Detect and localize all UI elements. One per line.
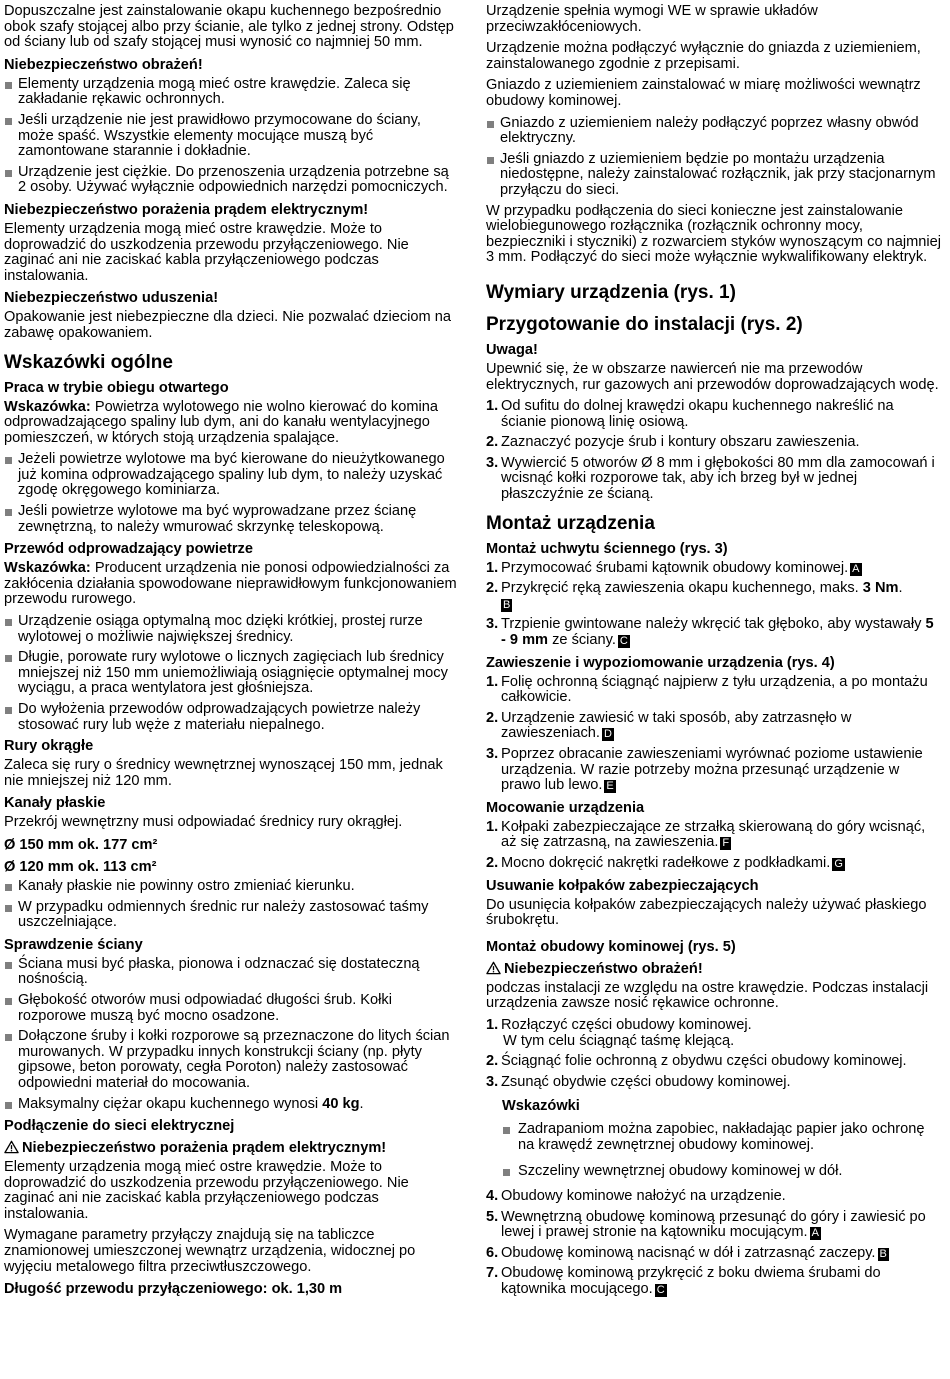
fixing-steps (486, 820, 942, 872)
duct-list (4, 614, 460, 733)
disconnector-paragraph: W przypadku podłączenia do sieci konieczne jest zainstalowanie wielobiegunowego rozłącznika (rozłącznik ochronny mocy, bezpieczniki i styczniki) z rozwarciem styków wynoszącym co najmniej 3 mm. Podłączyć do sieci może wyłącznie wykwalifikowany elektryk. (486, 202, 941, 266)
injury-heading: Niebezpieczeństwo obrażeń! (4, 56, 203, 73)
socket-paragraph-1: Urządzenie można podłączyć wyłącznie do gniazda z uziemieniem, zainstalowanego zgodnie z przepisami. (486, 40, 921, 72)
list-item: Gniazdo z uziemieniem należy podłączyć poprzez własny obwód elektryczny. (486, 116, 942, 147)
list-item: 2. Ściągnąć folie ochronną z obydwu części obudowy kominowej. (486, 1053, 907, 1070)
chimney-steps (486, 1018, 942, 1090)
list-item: 7. Obudowę kominową przykręcić z boku dwiema śrubami do kątownika mocującego. C (486, 1265, 881, 1298)
figure-label-badge: A (811, 1227, 819, 1240)
figure-label-badge: C (619, 635, 628, 648)
chimney-paragraph: podczas instalacji ze względu na ostre krawędzie. Podczas instalacji urządzenia zawsze nosić rękawice ochronne. (486, 979, 929, 1012)
attention-heading: Uwaga! (486, 341, 538, 358)
list-item: Do wyłożenia przewodów odprowadzających powietrze należy stosować rury lub węże z materiału niepalnego. (4, 702, 460, 733)
electrical-warning-heading: Niebezpieczeństwo porażenia prądem elektrycznym! (4, 1140, 460, 1156)
open-mode-list (4, 452, 460, 535)
list-item: 2. Mocno dokręcić nakrętki radełkowe z podkładkami. G (486, 854, 843, 871)
list-item: Głębokość otworów musi odpowiadać długości śrub. Kołki rozporowe muszą być mocno osadzone. (4, 993, 460, 1024)
injury-list (4, 77, 460, 196)
flat-ducts-list (4, 879, 460, 931)
bullet-square-icon (487, 121, 494, 128)
suffocation-paragraph: Opakowanie jest niebezpieczne dla dzieci. Nie pozwalać dzieciom na zabawę opakowaniem. (4, 309, 451, 341)
note-label: Wskazówka: (4, 398, 91, 415)
figure-label-badge: G (834, 857, 843, 870)
caps-heading: Usuwanie kołpaków zabezpieczających (486, 877, 759, 894)
right-column (486, 4, 942, 1304)
caps-paragraph: Do usunięcia kołpaków zabezpieczających należy używać płaskiego śrubokrętu. (486, 896, 927, 929)
list-item: Dołączone śruby i kołki rozporowe są przeznaczone do litych ścian murowanych. W przypadku innych konstrukcji ściany (np. płyty gipsowe, beton porowaty, cegła Poroton) należy zastosować odpowiedni materiał do mocowania. (4, 1029, 460, 1091)
bullet-square-icon (5, 509, 12, 516)
list-item: Jeżeli powietrze wylotowe ma być kierowane do nieużytkowanego już komina odprowadzającego spaliny lub dym, to należy uzyskać zgodę okręgowego kominiarza. (4, 452, 460, 499)
duct-heading: Przewód odprowadzający powietrze (4, 541, 253, 558)
note-label: Wskazówka: (4, 560, 91, 577)
notes-list (502, 1122, 942, 1179)
bullet-square-icon (487, 157, 494, 164)
figure-label-badge: B (503, 598, 511, 611)
bullet-square-icon (5, 82, 12, 89)
list-item: 1. Folię ochronną ściągnąć najpierw z tyłu urządzenia, a po montażu całkowicie. (486, 673, 928, 706)
list-item: 2. Urządzenie zawiesić w taki sposób, aby zatrzasnęło w zawieszeniach. D (486, 709, 852, 742)
open-mode-paragraph: Wskazówka: Powietrza wylotowego nie wolno kierować do komina odprowadzającego spaliny lub dym, ani do kanału wentylacyjnego pomieszczeń, w których stoją urządzenia spalające. (4, 398, 438, 446)
list-item: Urządzenie osiąga optymalną moc dzięki krótkiej, prostej rurze wylotowej o możliwie największej średnicy. (4, 614, 460, 645)
cable-length: Długość przewodu przyłączeniowego: ok. 1,30 m (4, 1281, 343, 1298)
list-item: 2. Przykręcić ręką zawieszenia okapu kuchennego, maks. 3 Nm. B (486, 580, 903, 611)
intro-paragraph: Dopuszczalne jest zainstalowanie okapu kuchennego bezpośrednio obok szafy stojącej albo przy ścianie, ale tylko z jednej strony. Odstęp od ściany lub od szafy stojącej musi wynosić co najmniej 50 mm. (4, 3, 454, 51)
list-item: 1. Od sufitu do dolnej krawędzi okapu kuchennego nakreślić na ścianie pionową linię osiową. (486, 398, 894, 430)
fixing-heading: Mocowanie urządzenia (486, 799, 645, 816)
list-item: Kanały płaskie nie powinny ostro zmieniać kierunku. (4, 879, 460, 895)
list-item: Elementy urządzenia mogą mieć ostre krawędzie. Zaleca się zakładanie rękawic ochronnych. (4, 77, 460, 108)
bullet-square-icon (5, 655, 12, 662)
preparation-steps (486, 399, 942, 503)
bullet-square-icon (5, 118, 12, 125)
round-pipes-paragraph: Zaleca się rury o średnicy wewnętrznej wynoszącej 150 mm, jednak nie mniejszej niż 120 mm. (4, 757, 443, 789)
preparation-heading: Przygotowanie do instalacji (rys. 2) (486, 313, 803, 335)
list-item: Długie, porowate rury wylotowe o licznych zagięciach lub średnicy mniejszej niż 150 mm uniemożliwiają osiągnięcie optymalnej mocy wyciągu, a praca wentylatora jest głośniejsza. (4, 650, 460, 697)
list-item: 1. Kołpaki zabezpieczające ze strzałką skierowaną do góry wcisnąć, aż się zatrzasną, na zawieszenia. F (486, 818, 926, 851)
list-item: 3. Wywiercić 5 otworów Ø 8 mm i głębokości 80 mm dla zamocowań i wcisnąć kołki rozporowe tak, aby ich brzeg był w jednej płaszczyźnie ze ścianą. (486, 454, 935, 503)
list-item: 1. Przymocować śrubami kątownik obudowy kominowej. A (486, 559, 860, 576)
list-item: Szczeliny wewnętrznej obudowy kominowej w dół. (502, 1164, 942, 1180)
bullet-square-icon (5, 457, 12, 464)
socket-list (486, 116, 942, 199)
bullet-square-icon (503, 1127, 510, 1134)
electrical-paragraph-2: Wymagane parametry przyłączy znajdują się na tabliczce znamionowej umieszczonej wewnątrz urządzenia, widocznej po wyjęciu metalowego filtra przeciwtłuszczowego. (4, 1227, 416, 1275)
list-item: 3. Poprzez obracanie zawieszeniami wyrównać poziome ustawienie urządzenia. W razie potrzeby można przesunąć urządzenie w prawo lub lewo. E (486, 746, 923, 794)
figure-label-badge: E (606, 780, 614, 793)
ec-paragraph: Urządzenie spełnia wymogi WE w sprawie układów przeciwzakłóceniowych. (486, 3, 818, 35)
figure-label-badge: D (603, 728, 612, 741)
electrical-paragraph-1: Elementy urządzenia mogą mieć ostre krawędzie. Może to doprowadzić do uszkodzenia przewodu przyłączeniowego. Nie zaginać ani nie zaciskać kabla przyłączeniowego podczas instalowania. (4, 1159, 409, 1222)
round-pipes-heading: Rury okrągłe (4, 738, 94, 755)
figure-label-badge: A (852, 562, 860, 575)
list-item: 3. Zsunąć obydwie części obudowy kominowej. (486, 1073, 791, 1090)
list-item: Jeśli gniazdo z uziemieniem będzie po montażu urządzenia niedostępne, należy zainstalować rozłącznik, jak przy stacjonarnym przyłączu do sieci. (486, 152, 942, 199)
list-item: 4. Obudowy kominowe nałożyć na urządzenie. (486, 1188, 786, 1205)
chimney-warning-heading: Niebezpieczeństwo obrażeń! (486, 961, 942, 977)
list-item: 1. Rozłączyć części obudowy kominowej. W tym celu ściągnąć taśmę klejącą. (486, 1016, 752, 1049)
chimney-heading: Montaż obudowy kominowej (rys. 5) (486, 938, 736, 955)
dimensions-heading: Wymiary urządzenia (rys. 1) (486, 281, 736, 303)
list-item: Ściana musi być płaska, pionowa i odznaczać się dostateczną nośnością. (4, 957, 460, 988)
list-item: Jeśli urządzenie nie jest prawidłowo przymocowane do ściany, może spaść. Wszystkie elementy mocujące muszą być zamontowane starannie i dokładnie. (4, 113, 460, 160)
list-item: W przypadku odmiennych średnic rur należy zastosować taśmy uszczelniające. (4, 900, 460, 931)
list-item: 5. Wewnętrzną obudowę kominową przesunąć do góry i zawiesić po lewej i prawej stronie na kątowniku mocującym. A (486, 1208, 926, 1241)
warning-triangle-icon (486, 961, 501, 975)
wall-check-list (4, 957, 460, 1112)
duct-paragraph: Wskazówka: Producent urządzenia nie ponosi odpowiedzialności za zakłócenia działania spowodowane nieprawidłowym funkcjonowaniem przewodu rurowego. (4, 560, 457, 608)
bullet-square-icon (5, 619, 12, 626)
bracket-steps (486, 561, 942, 649)
figure-label-badge: B (879, 1247, 887, 1260)
list-item: Jeśli powietrze wylotowe ma być wyprowadzane przez ścianę zewnętrzną, to należy wmurować skrzynkę teleskopową. (4, 504, 460, 535)
chimney-steps-continued (486, 1189, 942, 1298)
list-item: 2. Zaznaczyć pozycje śrub i kontury obszaru zawieszenia. (486, 434, 860, 451)
bullet-square-icon (5, 998, 12, 1005)
hanging-heading: Zawieszenie i wypoziomowanie urządzenia (rys. 4) (486, 654, 835, 671)
bullet-square-icon (5, 1102, 12, 1109)
list-item: Zadrapaniom można zapobiec, nakładając papier jako ochronę na krawędź zewnętrznej obudowy kominowej. (502, 1122, 942, 1153)
flat-ducts-heading: Kanały płaskie (4, 795, 106, 812)
general-notes-heading: Wskazówki ogólne (4, 351, 173, 373)
socket-paragraph-2: Gniazdo z uziemieniem zainstalować w miarę możliwości wewnątrz obudowy kominowej. (486, 77, 921, 109)
list-item: 3. Trzpienie gwintowane należy wkręcić tak głęboko, aby wystawały 5 - 9 mm ze ściany. C (486, 616, 934, 649)
hanging-steps (486, 675, 942, 794)
figure-label-badge: C (656, 1284, 665, 1297)
notes-block (502, 1098, 942, 1179)
mounting-heading: Montaż urządzenia (486, 512, 655, 534)
bullet-square-icon (5, 905, 12, 912)
list-item: Urządzenie jest ciężkie. Do przenoszenia urządzenia potrzebne są 2 osoby. Używać wyłącznie odpowiednich narzędzi pomocniczych. (4, 165, 460, 196)
bullet-square-icon (5, 962, 12, 969)
list-item: 6. Obudowę kominową nacisnąć w dół i zatrzasnąć zaczepy. B (486, 1244, 887, 1261)
figure-label-badge: F (722, 837, 730, 850)
dimension-120: Ø 120 mm ok. 113 cm² (4, 858, 157, 875)
bullet-square-icon (503, 1169, 510, 1176)
shock-paragraph: Elementy urządzenia mogą mieć ostre krawędzie. Może to doprowadzić do uszkodzenia przewodu przyłączeniowego. Nie zaginać ani nie zaciskać kabla przyłączeniowego podczas instalowania. (4, 220, 409, 284)
suffocation-heading: Niebezpieczeństwo uduszenia! (4, 290, 219, 307)
list-item: Maksymalny ciężar okapu kuchennego wynosi 40 kg. (4, 1097, 460, 1113)
bullet-square-icon (5, 884, 12, 891)
electrical-heading: Podłączenie do sieci elektrycznej (4, 1118, 235, 1135)
shock-heading: Niebezpieczeństwo porażenia prądem elektrycznym! (4, 201, 369, 218)
open-mode-heading: Praca w trybie obiegu otwartego (4, 379, 229, 396)
dimension-150: Ø 150 mm ok. 177 cm² (4, 836, 158, 853)
bullet-square-icon (5, 707, 12, 714)
wall-check-heading: Sprawdzenie ściany (4, 936, 143, 953)
bullet-square-icon (5, 170, 12, 177)
bullet-square-icon (5, 1034, 12, 1041)
flat-ducts-paragraph: Przekrój wewnętrzny musi odpowiadać średnicy rury okrągłej. (4, 814, 403, 831)
warning-triangle-icon (4, 1140, 19, 1154)
attention-paragraph: Upewnić się, że w obszarze nawierceń nie ma przewodów elektrycznych, rur gazowych ani przewodów doprowadzających wodę. (486, 360, 939, 393)
left-column (4, 4, 460, 1301)
wall-bracket-heading: Montaż uchwytu ściennego (rys. 3) (486, 540, 728, 557)
notes-heading: Wskazówki (502, 1098, 580, 1115)
